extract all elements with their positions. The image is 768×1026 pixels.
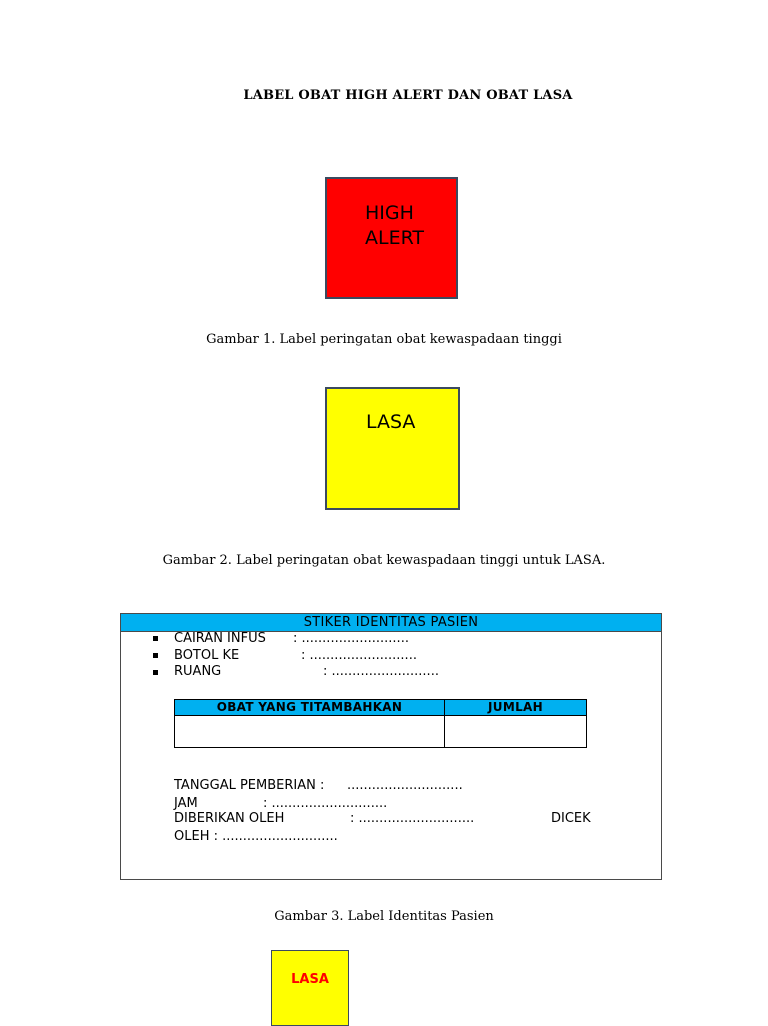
lasa-label-box — [325, 387, 460, 510]
field-botol-ke-value: : .......................... — [301, 648, 417, 663]
bullet-icon — [153, 653, 158, 658]
column-header-obat: OBAT YANG TITAMBAHKAN — [175, 700, 445, 716]
field-ruang-value: : .......................... — [323, 664, 439, 679]
lasa-text: LASA — [366, 411, 416, 433]
field-ruang-label: RUANG — [174, 664, 222, 679]
lasa-small-text: LASA — [291, 972, 329, 987]
diberikan-oleh-label: DIBERIKAN OLEH — [174, 811, 285, 826]
document-title: LABEL OBAT HIGH ALERT DAN OBAT LASA — [243, 88, 573, 103]
tanggal-pemberian-value: ............................ — [347, 778, 463, 793]
dicek-label: DICEK — [551, 811, 591, 826]
column-header-jumlah: JUMLAH — [445, 700, 586, 716]
sticker-header: STIKER IDENTITAS PASIEN — [121, 614, 661, 632]
diberikan-oleh-value: : ............................ — [350, 811, 475, 826]
field-cairan-infus-label: CAIRAN INFUS — [174, 631, 266, 646]
bullet-icon — [153, 670, 158, 675]
high-alert-line1: HIGH — [365, 202, 414, 224]
bullet-icon — [153, 636, 158, 641]
jam-label: JAM — [174, 796, 198, 811]
jam-value: : ............................ — [263, 796, 388, 811]
oleh-line: OLEH : ............................ — [174, 829, 338, 844]
high-alert-label-box — [325, 177, 458, 299]
field-cairan-infus-value: : .......................... — [293, 631, 409, 646]
figure2-caption: Gambar 2. Label peringatan obat kewaspadaan tinggi untuk LASA. — [162, 553, 606, 568]
lasa-small-label-box — [271, 950, 349, 1026]
table-divider — [444, 700, 445, 747]
tanggal-pemberian-label: TANGGAL PEMBERIAN : — [174, 778, 325, 793]
figure3-caption: Gambar 3. Label Identitas Pasien — [274, 909, 494, 924]
high-alert-text — [365, 201, 424, 251]
medication-table — [174, 699, 587, 748]
patient-identity-sticker — [120, 613, 662, 880]
figure1-caption: Gambar 1. Label peringatan obat kewaspadaan tinggi — [206, 332, 562, 347]
high-alert-line2: ALERT — [365, 227, 425, 249]
field-botol-ke-label: BOTOL KE — [174, 648, 240, 663]
